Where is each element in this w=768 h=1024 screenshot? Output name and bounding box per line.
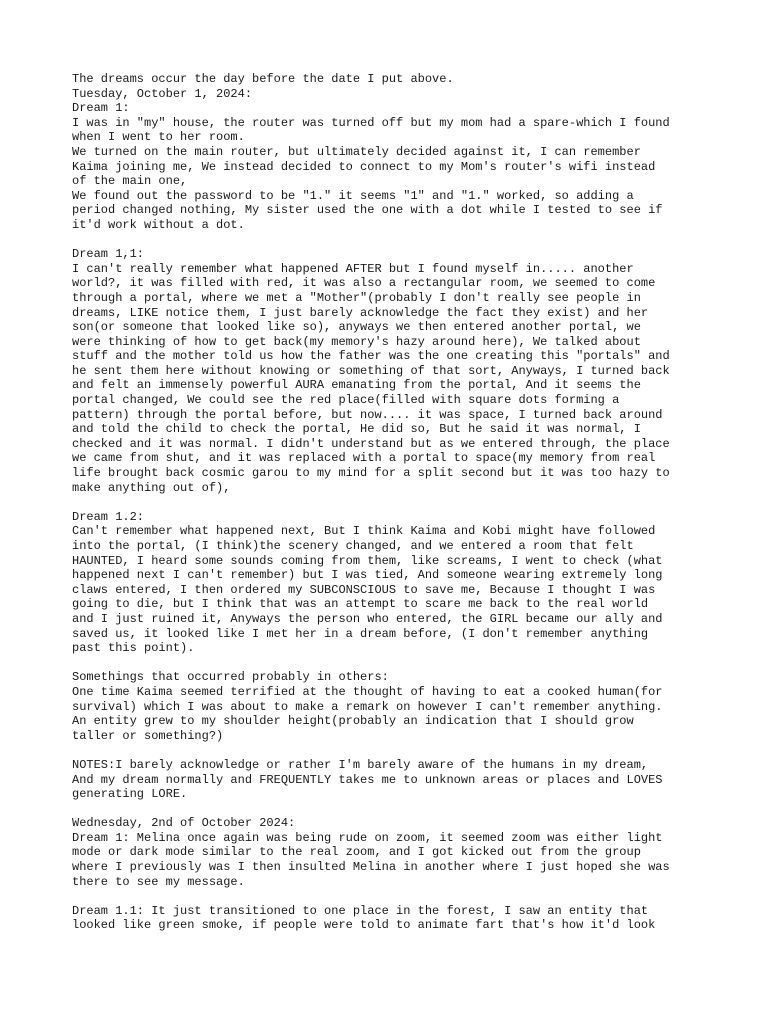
date-heading: Wednesday, 2nd of October 2024:	[72, 816, 296, 831]
paragraph-intro	[72, 72, 712, 233]
text-line: Dream 1: Melina once again was being rude on zoom, it seemed zoom was either light	[72, 830, 663, 845]
text-line: going to die, but I think that was an attempt to scare me back to the real world	[72, 597, 649, 612]
text-line: and I just ruined it, Anyways the person who entered, the GIRL became our ally and	[72, 611, 663, 626]
dream-heading: Dream 1.2:	[72, 509, 145, 524]
paragraph-dream-1-1	[72, 247, 712, 495]
text-line: stuff and the mother told us how the father was the one creating this "portals" and	[72, 349, 670, 364]
text-line: period changed nothing, My sister used the one with a dot while I tested to see if	[72, 203, 663, 218]
text-line: survival) which I was about to make a remark on however I can't remember anything.	[72, 699, 663, 714]
text-line: into the portal, (I think)the scenery changed, and we entered a room that felt	[72, 539, 634, 553]
text-line: happened next I can't remember) but I was tied, And someone wearing extremely long	[72, 568, 663, 583]
text-line: taller or something?)	[72, 728, 224, 743]
document-page	[72, 72, 712, 933]
section-heading: Somethings that occurred probably in others:	[72, 670, 389, 685]
text-line: of the main one,	[72, 174, 188, 189]
text-line: world?, it was filled with red, it was also a rectangular room, we seemed to come	[72, 276, 656, 291]
text-line: we came from shut, and it was replaced with a portal to space(my memory from real	[72, 451, 656, 466]
text-line: life brought back cosmic garou to my mind for a split second but it was too hazy to	[72, 466, 670, 481]
text-line: looked like green smoke, if people were told to animate fart that's how it'd look	[72, 918, 656, 933]
text-line: I was in "my" house, the router was turned off but my mom had a spare-which I found	[72, 115, 670, 130]
text-line: The dreams occur the day before the date I put above.	[72, 72, 454, 86]
text-line: it'd work without a dot.	[72, 217, 245, 232]
text-line: Dream 1.1: It just transitioned to one place in the forest, I saw an entity that	[72, 903, 649, 918]
text-line: portal changed, We could see the red place(filled with square dots forming a	[72, 393, 620, 408]
paragraph-dream-2-1-1	[72, 904, 712, 933]
paragraph-gap	[72, 743, 712, 758]
text-line: saved us, it looked like I met her in a dream before, (I don't remember anything	[72, 626, 649, 641]
paragraph-wednesday	[72, 816, 712, 889]
text-line: he sent them here without knowing or something of that sort, Anyways, I turned back	[72, 363, 670, 378]
paragraph-gap	[72, 802, 712, 817]
text-line: where I previously was I then insulted Melina in another where I just hoped she was	[72, 860, 670, 875]
text-line: make anything out of),	[72, 480, 231, 495]
text-line: NOTES:I barely acknowledge or rather I'm barely aware of the humans in my dream,	[72, 757, 649, 772]
paragraph-gap	[72, 889, 712, 904]
paragraph-gap	[72, 656, 712, 671]
text-line: An entity grew to my shoulder height(probably an indication that I should grow	[72, 714, 634, 729]
text-line: We turned on the main router, but ultimately decided against it, I can remember	[72, 144, 641, 159]
text-line: We found out the password to be "1." it seems "1" and "1." worked, so adding a	[72, 188, 634, 203]
text-line: son(or someone that looked like so), anyways we then entered another portal, we	[72, 320, 641, 335]
date-heading: Tuesday, October 1, 2024:	[72, 86, 253, 101]
text-line: generating LORE.	[72, 787, 188, 802]
paragraph-gap	[72, 495, 712, 510]
text-line: HAUNTED, I heard some sounds coming from them, like screams, I went to check (what	[72, 553, 663, 568]
text-line: and told the child to check the portal, He did so, But he said it was normal, I	[72, 422, 641, 437]
text-line: Kaima joining me, We instead decided to connect to my Mom's router's wifi instead	[72, 159, 656, 174]
text-line: were thinking of how to get back(my memory's hazy around here), We talked about	[72, 334, 641, 349]
dream-heading: Dream 1:	[72, 101, 130, 116]
text-line: Can't remember what happened next, But I think Kaima and Kobi might have followed	[72, 524, 656, 539]
text-line: pattern) through the portal before, but now.... it was space, I turned back around	[72, 407, 663, 422]
text-line: when I went to her room.	[72, 130, 245, 145]
text-line: mode or dark mode similar to the real zoom, and I got kicked out from the group	[72, 845, 641, 860]
paragraph-dream-1-2	[72, 510, 712, 656]
text-line: I can't really remember what happened AFTER but I found myself in..... another	[72, 261, 634, 276]
paragraph-others	[72, 670, 712, 743]
text-line: through a portal, where we met a "Mother"(probably I don't really see people in	[72, 290, 641, 305]
text-line: past this point).	[72, 641, 195, 656]
text-line: checked and it was normal. I didn't understand but as we entered through, the place	[72, 436, 670, 451]
text-line: One time Kaima seemed terrified at the thought of having to eat a cooked human(for	[72, 684, 663, 699]
text-line: and felt an immensely powerful AURA emanating from the portal, And it seems the	[72, 378, 641, 393]
paragraph-gap	[72, 233, 712, 248]
paragraph-notes	[72, 758, 712, 802]
dream-heading: Dream 1,1:	[72, 247, 145, 262]
text-line: claws entered, I then ordered my SUBCONSCIOUS to save me, Because I thought I was	[72, 582, 656, 597]
text-line: And my dream normally and FREQUENTLY takes me to unknown areas or places and LOVES	[72, 772, 663, 787]
text-line: dreams, LIKE notice them, I just barely acknowledge the fact they exist) and her	[72, 305, 649, 320]
text-line: there to see my message.	[72, 874, 245, 889]
